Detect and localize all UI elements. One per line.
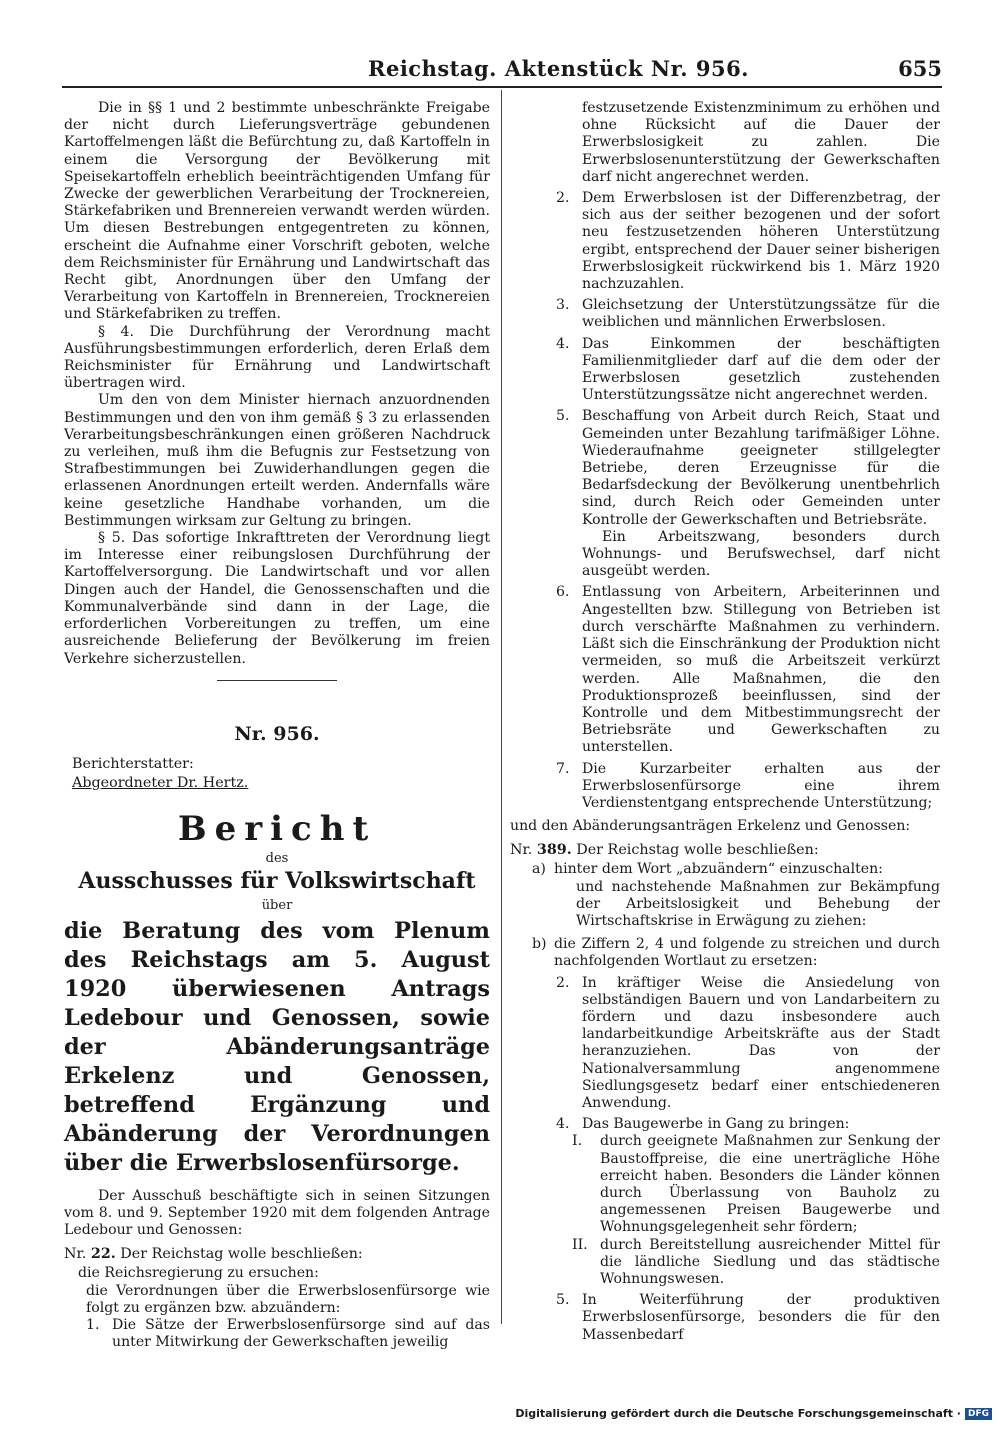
- list-number: 5.: [556, 408, 570, 425]
- reporter-label: Berichterstatter:: [72, 755, 194, 772]
- report-subject: die Beratung des vom Plenum des Reichstags am 5. August 1920 überwiesenen Antrags Ledebour und Genossen, sowie der Abänderungsanträge Erkelenz und Genossen, betreffend Ergänzung und Abänderung der Verordnungen über die Erwerbslosenfürsorge.: [64, 917, 490, 1176]
- paragraph: und den Abänderungsanträgen Erkelenz und Genossen:: [510, 818, 911, 835]
- list-text: Dem Erwerbslosen ist der Differenzbetrag, der sich aus der seither bezogenen und der sofort neu festzusetzenden höheren Unterstützung ergibt, entsprechend der Dauer seiner bisherigen Erwerbslosigkeit rückwirkend bis 1. März 1920 nachzuzahlen.: [582, 190, 940, 293]
- report-title: Bericht: [177, 808, 377, 849]
- paragraph: Die in §§ 1 und 2 bestimmte unbeschränkte Freigabe der nicht durch Lieferungsverträge gebundenen Kartoffelmengen läßt die Befürchtung zu, daß Kartoffeln in einem die Versorgung der Bevölkerung mit Speisekartoffeln erheblich beeinträchtigenden Umfang für Zwecke der gewerblichen Verarbeitung der Trocknereien, Stärkefabriken und Brennereien verwandt werden würden. Um diesen Bestrebungen entgegentreten zu können, erscheint die Aufnahme einer Vorschrift geboten, welche dem Reichsminister für Ernährung und Landwirtschaft das Recht gibt, Anordnungen über den Umfang der Verarbeitung von Kartoffeln in Brennereien, Trocknereien und Stärkefabriken zu treffen.: [64, 100, 490, 323]
- paragraph: § 4. Die Durchführung der Verordnung macht Ausführungsbestimmungen erforderlich, deren Erlaß dem Reichsminister für Ernährung und Landwirtschaft übertragen wird.: [64, 323, 490, 392]
- motion-line: [64, 1245, 490, 1263]
- list-text: Beschaffung von Arbeit durch Reich, Staat und Gemeinden unter Bezahlung tarifmäßiger Löhne. Wiederaufnahme geeigneter stillgelegter Betriebe, deren Erzeugnisse für die Bedarfsdeckung der Bevölkerung unentbehrlich sind, durch Reich oder Gemeinden unter Kontrolle der Gewerkschaften und Betriebsräte.: [582, 408, 940, 528]
- right-column: [510, 100, 940, 1344]
- list-item: [532, 936, 940, 970]
- list-text: Gleichsetzung der Unterstützungssätze für die weiblichen und männlichen Erwerbslosen.: [582, 297, 940, 331]
- list-text: Das Baugewerbe in Gang zu bringen:: [582, 1116, 850, 1133]
- list-text: die Ziffern 2, 4 und folgende zu streichen und durch nachfolgenden Wortlaut zu ersetzen:: [554, 936, 940, 970]
- list-number: 1.: [86, 1316, 100, 1333]
- motion-text: Der Reichstag wolle beschließen:: [576, 842, 819, 859]
- list-text: Das Einkommen der beschäftigten Familienmitglieder darf auf die dem oder der Erwerbslosen gesetzlich zustehenden Unterstützungssätze nicht angerechnet werden.: [582, 335, 940, 404]
- list-roman: II.: [572, 1236, 588, 1253]
- list-item: [86, 1317, 490, 1351]
- list-text: durch Bereitstellung ausreichender Mittel für die ländliche Siedlung und das städtische Wohnungswesen.: [600, 1236, 940, 1287]
- list-text: In Weiterführung der produktiven Erwerbslosenfürsorge, besonders die für den Massenbedarf: [582, 1292, 940, 1343]
- list-item: [572, 1237, 940, 1289]
- list-number: 6.: [556, 584, 570, 601]
- list-item: [556, 190, 940, 293]
- running-title: Reichstag. Aktenstück Nr. 956.: [368, 56, 749, 81]
- list-item: [556, 1292, 940, 1344]
- list-text: Die Sätze der Erwerbslosenfürsorge sind auf das unter Mitwirkung der Gewerkschaften jeweilig: [112, 1316, 490, 1351]
- list-item: [556, 761, 940, 813]
- list-number: 4.: [556, 1116, 570, 1133]
- list-text: hinter dem Wort „abzuändern“ einzuschalten:: [554, 861, 883, 878]
- reporter-block: [72, 755, 490, 793]
- document-number-heading: Nr. 956.: [234, 722, 320, 745]
- list-roman: I.: [572, 1133, 583, 1150]
- list-number: 3.: [556, 297, 570, 314]
- list-text: Die Kurzarbeiter erhalten aus der Erwerbslosenfürsorge eine ihrem Verdienstentgang entsprechende Unterstützung;: [582, 760, 940, 811]
- committee-name: Ausschusses für Volkswirtschaft: [78, 867, 476, 894]
- list-number: 2.: [556, 190, 570, 207]
- motion-number: 22.: [90, 1246, 116, 1263]
- footer-text: Digitalisierung gefördert durch die Deutsche Forschungsgemeinschaft ·: [515, 1407, 961, 1420]
- motion-label: Nr.: [64, 1246, 87, 1263]
- motion-number: 389.: [536, 842, 572, 859]
- reporter-name: Abgeordneter Dr. Hertz.: [72, 774, 249, 791]
- list-letter: b): [532, 936, 547, 953]
- paragraph: und nachstehende Maßnahmen zur Bekämpfung der Arbeitslosigkeit und Behebung der Wirtschaftskrise in Erwägung zu ziehen:: [576, 878, 940, 929]
- left-column: [64, 100, 490, 1351]
- paragraph: die Verordnungen über die Erwerbslosenfürsorge wie folgt zu ergänzen bzw. abzuändern:: [86, 1282, 490, 1316]
- list-text: Entlassung von Arbeitern, Arbeiterinnen und Angestellten bzw. Stillegung von Betrieben ist durch verschärfte Maßnahmen zu verhindern. Läßt sich die Einschränkung der Produktion nicht vermeiden, so muß die Arbeitszeit verkürzt werden. Alle Maßnahmen, die den Produktionsprozeß beeinflussen, sind der Kontrolle und dem Mitbestimmungsrecht der Betriebsräte und Gewerkschaften zu unterstellen.: [582, 584, 940, 756]
- list-item: [556, 975, 940, 1113]
- paragraph: Der Ausschuß beschäftigte sich in seinen Sitzungen vom 8. und 9. September 1920 mit dem folgenden Antrage Ledebour und Genossen:: [64, 1187, 490, 1239]
- connector-ueber: über: [261, 897, 293, 913]
- list-item: [556, 408, 940, 528]
- list-item: [556, 297, 940, 331]
- page-header: [62, 56, 942, 90]
- list-text: durch geeignete Maßnahmen zur Senkung der Baustoffpreise, die eine unerträgliche Höhe erreicht haben. Besonders die Länder können durch Überlassung von Bauholz zu angemessenen Preisen Baugewerbe und Wohnungsgelegenheit sehr fördern;: [600, 1133, 940, 1236]
- paragraph: § 5. Das sofortige Inkrafttreten der Verordnung liegt im Interesse einer reibungslosen Durchführung der Kartoffelversorgung. Die Landwirtschaft und vor allen Dingen auch der Handel, die Genossenschaften und die Kommunalverbände sind dann in der Lage, die erforderlichen Vorbereitungen zu treffen, um eine ausreichende Belieferung der Bevölkerung im freien Verkehre sicherzustellen.: [64, 530, 490, 667]
- list-number: 7.: [556, 760, 570, 777]
- page-number: 655: [898, 56, 942, 81]
- list-number: 4.: [556, 335, 570, 352]
- list-letter: a): [532, 861, 546, 878]
- list-text: In kräftiger Weise die Ansiedelung von selbständigen Bauern und von Landarbeitern zu fördern und dazu insbesondere auch landarbeitkundige Arbeitskräfte aus der Stadt heranzuziehen. Das von der Nationalversammlung angenommene Siedlungsgesetz bedarf einer entschiedeneren Anwendung.: [582, 974, 940, 1111]
- list-item: [572, 1133, 940, 1236]
- motion-text: Der Reichstag wolle beschließen:: [120, 1246, 363, 1263]
- list-number: 2.: [556, 974, 570, 991]
- list-item: [556, 1116, 940, 1133]
- paragraph: Um den von dem Minister hiernach anzuordnenden Bestimmungen und den von ihm gemäß § 3 zu erlassenden Verarbeitungsbeschränkungen einen größeren Nachdruck zu verleihen, muß ihm die Befugnis zur Festsetzung von Strafbestimmungen bei Zuwiderhandlungen gegen die erlassenen Anordnungen erteilt werden. Andernfalls wäre keine gesetzliche Handhabe vorhanden, um die Bestimmungen wirksam zur Geltung zu bringen.: [64, 392, 490, 529]
- column-divider: [501, 90, 502, 1324]
- motion-line: [510, 841, 940, 859]
- section-divider: [217, 680, 337, 681]
- motion-label: Nr.: [510, 842, 533, 859]
- paragraph: festzusetzende Existenzminimum zu erhöhen und ohne Rücksicht auf die Dauer der Erwerbslosigkeit zu zahlen. Die Erwerbslosenunterstützung der Gewerkschaften darf nicht angerechnet werden.: [582, 100, 940, 185]
- list-item: [556, 584, 940, 756]
- dfg-logo-icon: DFG: [965, 1408, 992, 1420]
- paragraph: Ein Arbeitszwang, besonders durch Wohnungs- und Berufswechsel, darf nicht ausgeübt werden.: [582, 528, 940, 580]
- digitization-footer: [515, 1407, 992, 1420]
- paragraph: die Reichsregierung zu ersuchen:: [78, 1265, 319, 1282]
- connector-des: des: [265, 850, 289, 866]
- header-rule: [62, 86, 942, 88]
- list-item: [532, 861, 940, 878]
- list-item: [556, 336, 940, 405]
- list-number: 5.: [556, 1292, 570, 1309]
